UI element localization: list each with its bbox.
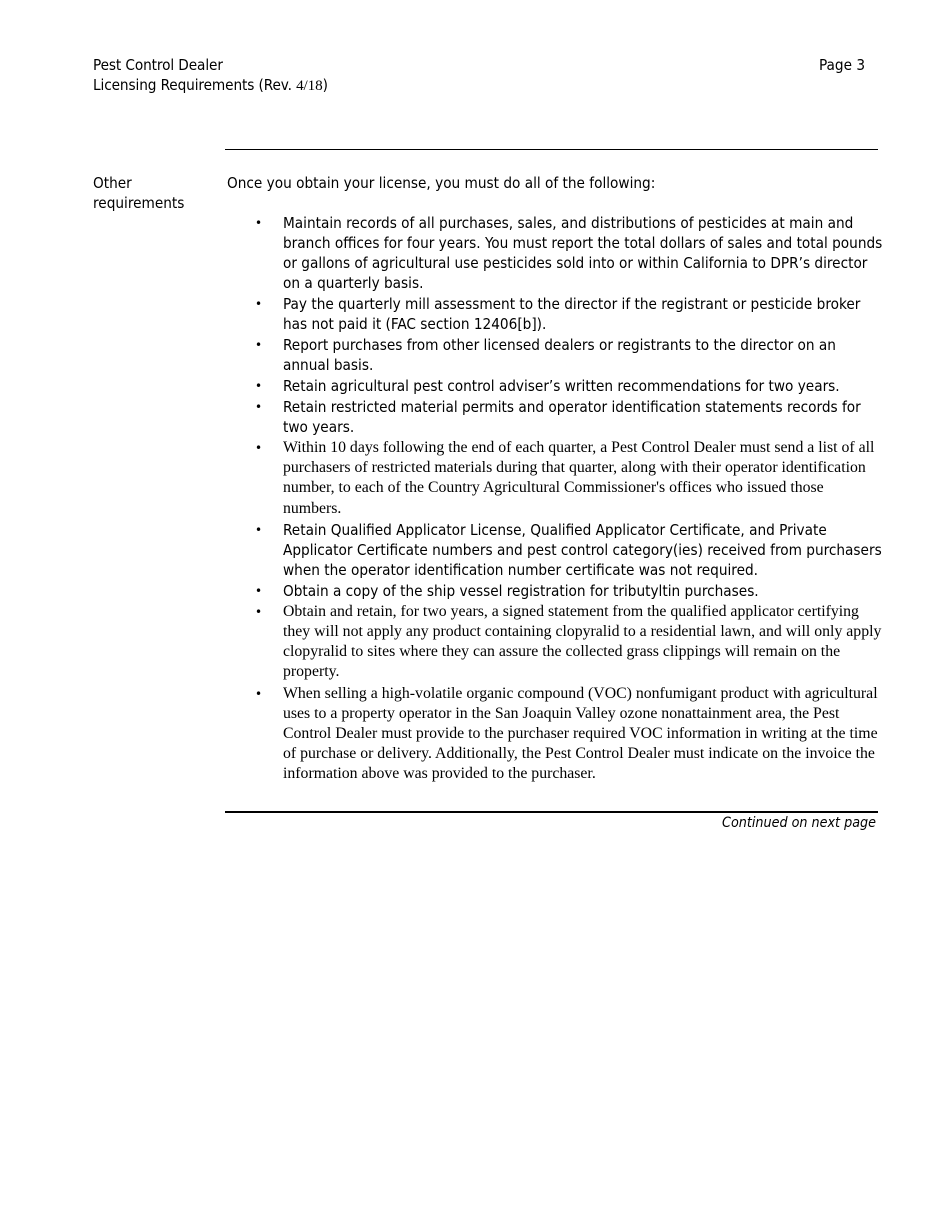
continued-note: Continued on next page	[722, 815, 876, 831]
bullet-icon: •	[255, 338, 263, 352]
bullet-icon: •	[255, 216, 263, 230]
bullet-icon: •	[255, 686, 263, 701]
list-item: • Report purchases from other licensed dealers or registrants to the director on an annual basis.	[255, 336, 836, 374]
bullet-icon: •	[255, 297, 263, 311]
document-title: Pest Control Dealer	[93, 56, 223, 74]
list-item: • Pay the quarterly mill assessment to the director if the registrant or pesticide broker has not paid it (FAC section 12406[b]).	[255, 295, 861, 333]
top-divider	[225, 149, 878, 150]
requirements-list	[255, 213, 885, 786]
section-label: Other requirements	[93, 174, 185, 212]
list-item: • Retain Qualified Applicator License, Qualified Applicator Certificate, and Private Applicator Certificate numbers and pest control category(ies) received from purchasers when the operator identification number certificate was not required.	[255, 520, 882, 579]
document-subtitle: Licensing Requirements (Rev. 4/18)	[93, 76, 328, 94]
section-intro: Once you obtain your license, you must do all of the following:	[227, 174, 656, 192]
bullet-icon: •	[255, 522, 263, 537]
list-item: • Obtain a copy of the ship vessel registration for tributyltin purchases.	[255, 581, 759, 600]
list-item: • Within 10 days following the end of each quarter, a Pest Control Dealer must send a list of all purchasers of restricted materials during that quarter, along with their operator identification number, to each of the Country Agricultural Commissioner's offices who issued those numbers.	[255, 439, 875, 517]
page-header	[93, 55, 328, 96]
bullet-icon: •	[255, 400, 263, 414]
list-item: • Retain agricultural pest control adviser’s written recommendations for two years.	[255, 377, 840, 395]
list-item: • Maintain records of all purchases, sales, and distributions of pesticides at main and branch offices for four years. You must report the total dollars of sales and total pounds or gallons of agricultural use pesticides sold into or within California to DPR’s director on a quarterly basis.	[255, 214, 883, 292]
bullet-icon: •	[255, 379, 263, 393]
list-item: • Retain restricted material permits and operator identification statements records for two years.	[255, 398, 861, 436]
list-item: • When selling a high-volatile organic compound (VOC) nonfumigant product with agricultural uses to a property operator in the San Joaquin Valley ozone nonattainment area, the Pest Control Dealer must provide to the purchaser required VOC information in writing at the time of purchase or delivery. Additionally, the Pest Control Dealer must indicate on the invoice the information above was provided to the purchaser.	[255, 684, 878, 783]
bullet-icon: •	[255, 441, 263, 455]
page-number: Page 3	[819, 56, 866, 74]
list-item: • Obtain and retain, for two years, a signed statement from the qualified applicator certifying they will not apply any product containing clopyralid to a residential lawn, and will only apply clopyralid to sites where they can assure the collected grass clippings will remain on the property.	[255, 602, 882, 681]
bullet-icon: •	[255, 583, 263, 598]
bullet-icon: •	[255, 604, 263, 619]
